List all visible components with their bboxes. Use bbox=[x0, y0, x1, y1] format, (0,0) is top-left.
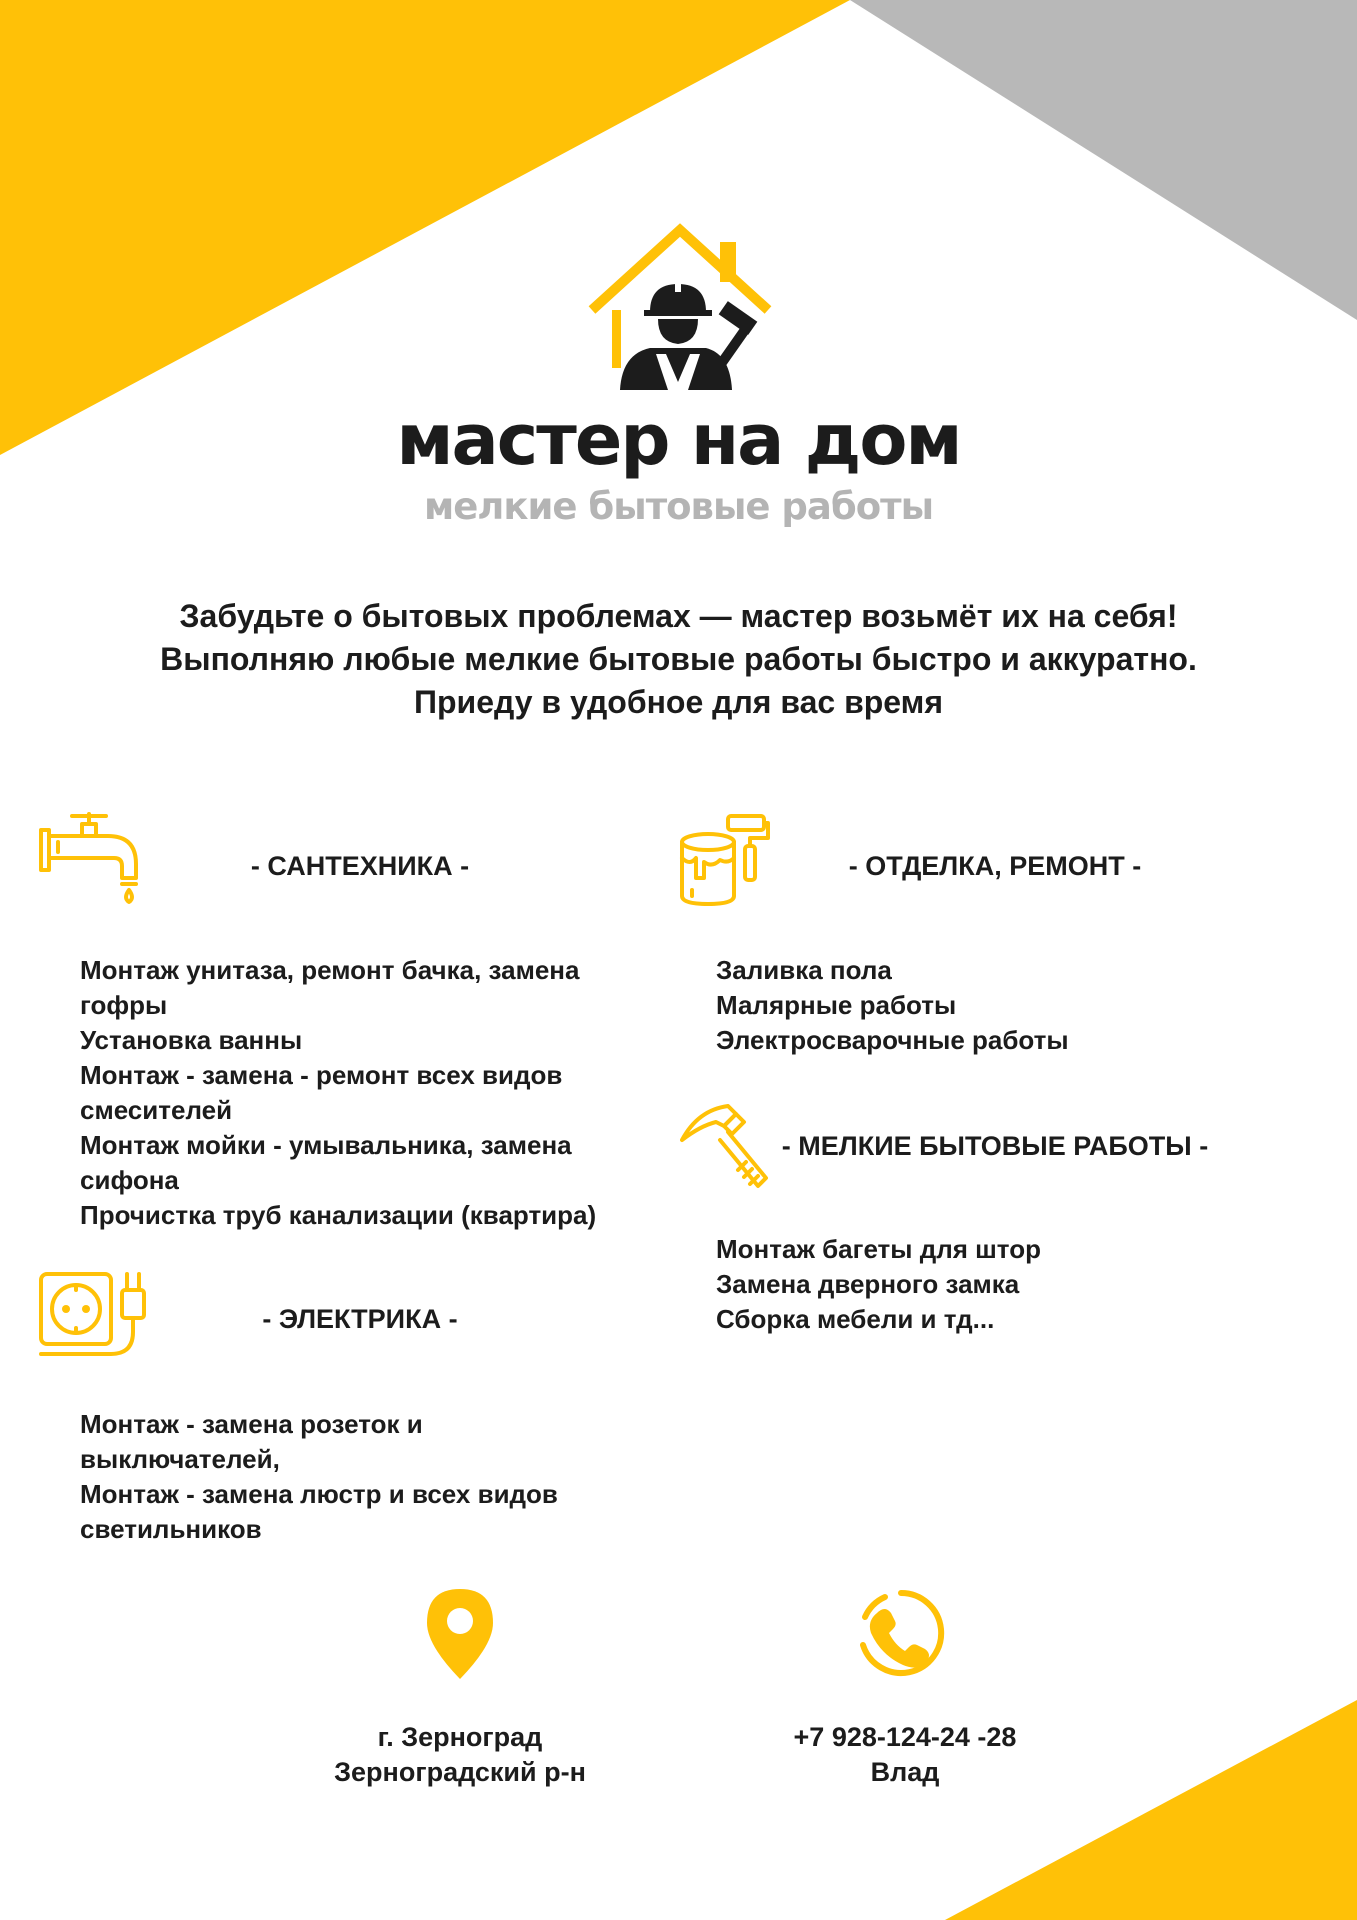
list-item: Установка ванны bbox=[80, 1025, 303, 1055]
list-item: смесителей bbox=[80, 1095, 233, 1125]
location-city: г. Зерноград bbox=[377, 1722, 543, 1752]
intro-line: Выполняю любые мелкие бытовые работы быстро и аккуратно. bbox=[160, 641, 1197, 677]
gray-corner-shape bbox=[850, 0, 1357, 320]
socket-plug-icon bbox=[38, 1270, 156, 1366]
brand-title: мастер на дом bbox=[396, 399, 961, 481]
list-item: Монтаж - замена люстр и всех видов bbox=[80, 1479, 558, 1509]
plumbing-list bbox=[80, 953, 596, 1233]
brand-subtitle: мелкие бытовые работы bbox=[423, 485, 934, 528]
electrical-list bbox=[80, 1407, 558, 1547]
intro-line: Забудьте о бытовых проблемах — мастер возьмёт их на себя! bbox=[179, 598, 1178, 634]
contact-name: Влад bbox=[870, 1757, 940, 1787]
section-title-electrical: - ЭЛЕКТРИКА - bbox=[262, 1304, 458, 1334]
house-with-worker-logo bbox=[580, 222, 780, 397]
section-title-plumbing: - САНТЕХНИКА - bbox=[250, 851, 470, 881]
small-jobs-list bbox=[716, 1232, 1041, 1337]
list-item: Сборка мебели и тд... bbox=[716, 1304, 995, 1334]
list-item: Монтаж - замена - ремонт всех видов bbox=[80, 1060, 563, 1090]
list-item: Монтаж мойки - умывальника, замена bbox=[80, 1130, 572, 1160]
paint-bucket-roller-icon bbox=[678, 812, 772, 908]
faucet-icon bbox=[38, 812, 142, 907]
list-item: Монтаж - замена розеток и bbox=[80, 1409, 423, 1439]
list-item: выключателей, bbox=[80, 1444, 280, 1474]
list-item: сифона bbox=[80, 1165, 179, 1195]
list-item: светильников bbox=[80, 1514, 262, 1544]
list-item: Замена дверного замка bbox=[716, 1269, 1020, 1299]
location-district: Зерноградский р-н bbox=[334, 1757, 586, 1787]
phone-number[interactable]: +7 928-124-24 -28 bbox=[793, 1722, 1017, 1752]
location-text bbox=[260, 1720, 660, 1790]
section-title-small-jobs: - МЕЛКИЕ БЫТОВЫЕ РАБОТЫ - bbox=[781, 1131, 1209, 1161]
intro-text bbox=[0, 595, 1357, 724]
location-pin-icon bbox=[425, 1587, 495, 1681]
phone-text bbox=[720, 1720, 1090, 1790]
list-item: Монтаж унитаза, ремонт бачка, замена bbox=[80, 955, 580, 985]
phone-icon[interactable] bbox=[855, 1587, 947, 1679]
list-item: Монтаж багеты для штор bbox=[716, 1234, 1041, 1264]
section-title-finishing: - ОТДЕЛКА, РЕМОНТ - bbox=[848, 851, 1142, 881]
intro-line: Приеду в удобное для вас время bbox=[413, 684, 944, 720]
hammer-icon bbox=[680, 1100, 776, 1194]
list-item: Заливка пола bbox=[716, 955, 892, 985]
list-item: Электросварочные работы bbox=[716, 1025, 1069, 1055]
finishing-list bbox=[716, 953, 1069, 1058]
list-item: Прочистка труб канализации (квартира) bbox=[80, 1200, 597, 1230]
list-item: Малярные работы bbox=[716, 990, 957, 1020]
list-item: гофры bbox=[80, 990, 168, 1020]
